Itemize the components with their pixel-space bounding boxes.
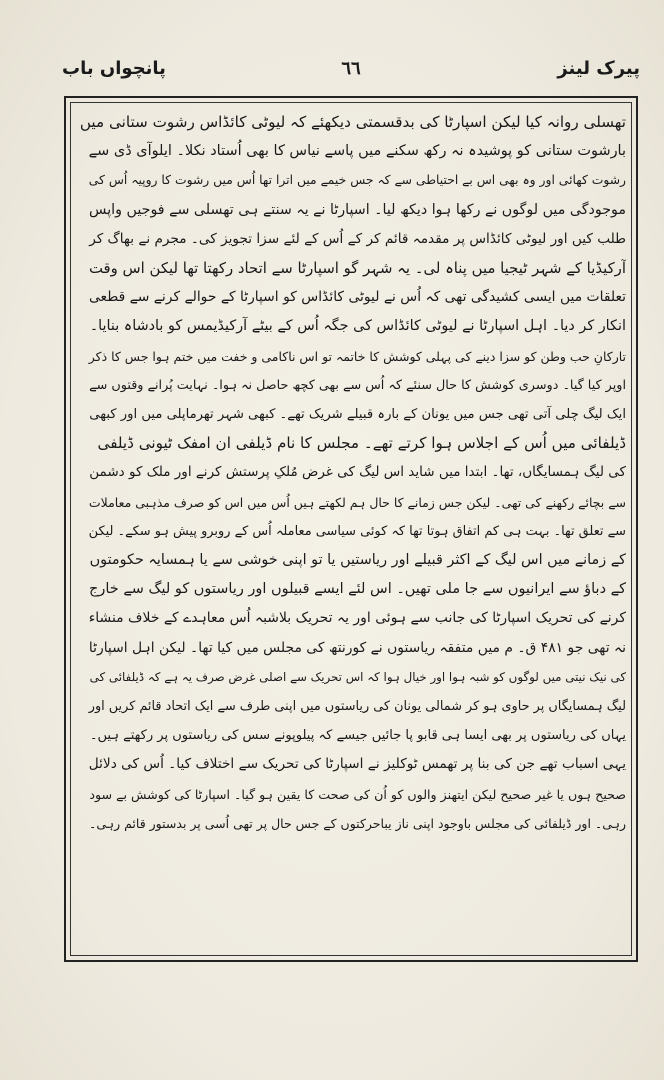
text-frame [64, 96, 638, 962]
text-line: آرکیڈیا کے شہر ٹیجیا میں پناہ لی۔ یہ شہر گو اسپارٹا سے اتحاد رکھتا تھا لیکن اس وقت [88, 259, 626, 278]
text-line: نہ تھی جو ۴۸۱ ق۔ م میں متفقہ ریاستوں نے کورنتھ کی مجلس میں کیا تھا۔ لیکن اہل اسپارٹا [88, 639, 626, 656]
text-line: اوپر کیا گیا۔ دوسری کوشش کا حال سنئے کہ اُس سے بھی کچھ حاصل نہ ہوا۔ نہایت پُرانے وقتوں سے [89, 377, 626, 393]
text-line: یہی اسباب تھے جن کی بنا پر تھمس ٹوکلیز نے اسپارٹا کی تحریک سے اختلاف کیا۔ اُس کی دلائل [88, 756, 626, 773]
text-line: رہی۔ اور ڈیلفائی کی مجلس باوجود اپنی ناز یباحرکتوں کے جس حال پر تھی اُسی پر بدستور قائم رہی۔ [89, 815, 626, 831]
page-header [62, 58, 640, 92]
text-line: ڈیلفائی میں اُس کے اجلاس ہوا کرتے تھے۔ مجلس کا نام ڈیلفی ان امفک ٹیونی ڈیلفی [97, 434, 626, 453]
text-line: تھسلی روانہ کیا لیکن اسپارٹا کی بدقسمتی دیکھئے کہ لیوٹی کائڈاس رشوت ستانی میں [79, 113, 626, 131]
text-line: کرنے کی تحریک اسپارٹا کی جانب سے ہوئی اور یہ تحریک بلاشبہ اُس معاہدے کے خلاف منشاء [88, 610, 626, 627]
text-line: رشوت کھائی اور وہ بھی اس بے احتیاطی سے کہ جس خیمے میں اترا تھا اُس میں رشوت کا روپیہ اُس کی [88, 173, 626, 188]
text-line: بارشوت ستانی کو پوشیدہ نہ رکھ سکنے میں پاسے نیاس کا بھی اُستاد نکلا۔ ایلوآی ڈی سے [88, 143, 626, 160]
text-line: تارکانِ حب وطن کو سزا دینے کی پہلی کوشش کا خاتمہ تو اس ناکامی و خفت میں ختم ہوا جس کا ذکر [88, 348, 626, 364]
text-line: موجودگی میں لوگوں نے رکھا ہوا دیکھ لیا۔ اسپارٹا نے یہ سنتے ہی تھسلی سے فوجیں واپس [89, 201, 626, 218]
page-number: ٦٦ [341, 58, 361, 79]
text-line: طلب کیں اور لیوٹی کائڈاس پر مقدمہ قائم کر کے اُس کے لئے سزا تجویز کی۔ مجرم نے بھاگ کر [89, 230, 626, 247]
text-line: کی لیگ ہمسایگاں، تھا۔ ابتدا میں شاید اس لیگ کی غرض مُلکِ پرستش کرنے اور ملک کو دشمن [89, 464, 626, 481]
body-text [78, 108, 626, 952]
chapter-title: پانچواں باب [62, 58, 166, 79]
text-line: سے تعلق تھا۔ بہت ہی کم اتفاق ہوتا تھا کہ کوئی سیاسی معاملہ اُس کے روبرو پیش ہو سکے۔ لیکن [88, 523, 626, 539]
text-line: انکار کر دیا۔ اہل اسپارٹا نے لیوٹی کائڈاس کی جگہ اُس کے بیٹے آرکیڈیمس کو بادشاہ بنایا۔ [89, 318, 626, 335]
book-title: پیرک لینز [557, 58, 640, 79]
text-line: صحیح ہوں یا غیر صحیح لیکن ایتھنز والوں کو اُن کی صحت کا یقین ہو گیا۔ اسپارٹا کی کوشش بے سود [89, 786, 626, 802]
text-line: کی نیک نیتی میں لوگوں کو شبہ ہوا اور خیال ہوا کہ اس تحریک سے اصلی غرض صرف یہ ہے کہ ڈیلفائی کی [89, 669, 626, 684]
text-line: لیگ ہمسایگاں پر حاوی ہو کر شمالی یونان کی ریاستوں میں اپنی طرف سے ایک اتحاد قائم کریں اور [88, 699, 626, 715]
text-line: کے دباؤ سے ایرانیوں سے جا ملی تھیں۔ اس لئے ایسے قبیلوں اور ریاستوں کو لیگ سے خارج [89, 581, 626, 598]
text-line: تعلقات میں ایسی کشیدگی تھی کہ اُس نے لیوٹی کائڈاس کو اسپارٹا کے حوالے کرنے سے قطعی [88, 289, 626, 306]
text-line: کے زمانے میں اس لیگ کے اکثر قبیلے اور ریاستیں یا تو اپنی خوشی سے یا ہمسایہ حکومتوں [89, 552, 626, 569]
text-line: ایک لیگ چلی آتی تھی جس میں یونان کے بارہ قبیلے شریک تھے۔ کبھی شہر تھرماپلی میں اور کبھی [89, 407, 626, 423]
text-line: سے بچائے رکھنے کی تھی۔ لیکن جس زمانے کا حال ہم لکھتے ہیں اُس میں اس کو صرف مذہبی معاملات [88, 494, 626, 510]
text-line: یہاں کی ریاستوں پر بھی ایسا ہی قابو پا جائیں جیسے کہ پیلوپونے سس کی ریاستوں پر رکھتے ہیں۔ [89, 728, 626, 744]
